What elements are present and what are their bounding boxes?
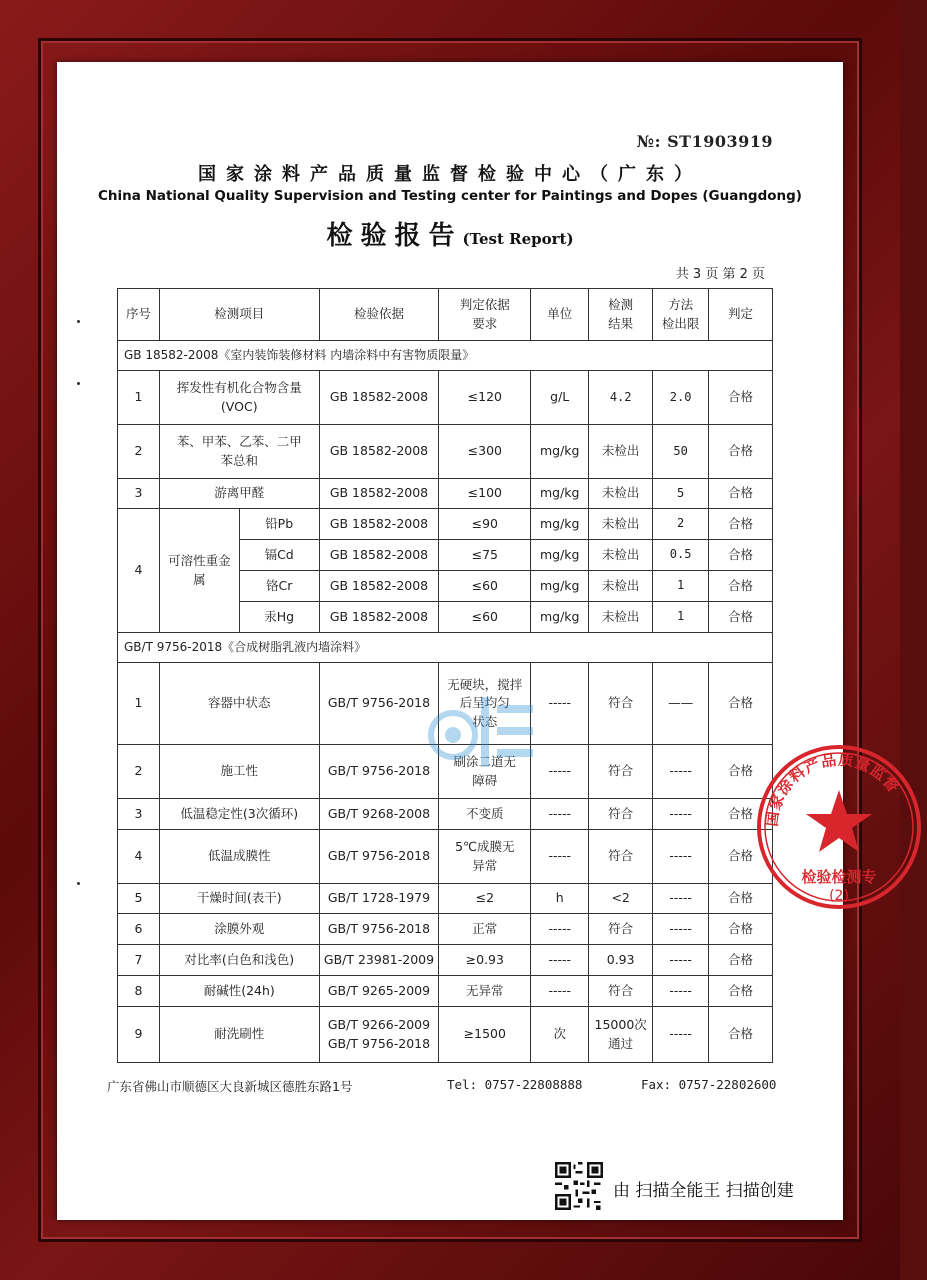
cell-result: 符合 [589, 745, 653, 799]
margin-dot [77, 382, 80, 385]
col-header-limit-l1: 方法 [668, 297, 694, 313]
cell-result: 符合 [589, 799, 653, 830]
cell-item: 游离甲醛 [159, 479, 319, 509]
cell-unit: mg/kg [531, 425, 589, 479]
cell-subitem: 镉Cd [239, 540, 319, 571]
cell-verdict: 合格 [709, 799, 773, 830]
cell-item-l1: 苯、甲苯、乙苯、二甲 [176, 434, 302, 450]
cell-unit: mg/kg [531, 602, 589, 633]
footer-tel: Tel: 0757-22808888 [447, 1077, 583, 1092]
cell-result: 符合 [589, 830, 653, 884]
cell-subitem: 铬Cr [239, 571, 319, 602]
cell-item [159, 425, 319, 479]
cell-result: 符合 [589, 663, 653, 745]
table-row [118, 884, 773, 914]
col-header-result-l1: 检测 [608, 297, 634, 313]
cell-limit: ----- [653, 884, 709, 914]
cell-item: 低温成膜性 [159, 830, 319, 884]
cell-verdict: 合格 [709, 571, 773, 602]
table-row [118, 945, 773, 976]
table-row [118, 745, 773, 799]
cell-verdict: 合格 [709, 602, 773, 633]
cell-req: ≤75 [439, 540, 531, 571]
cell-req: ≤100 [439, 479, 531, 509]
cell-basis: GB 18582-2008 [319, 602, 439, 633]
page-info: 共 3 页 第 2 页 [675, 267, 765, 282]
cell-basis [319, 1007, 439, 1063]
cell-seq: 3 [118, 479, 160, 509]
cell-basis: GB/T 9268-2008 [319, 799, 439, 830]
stamp-text-top: 国家涂料产品质量监督 [762, 750, 903, 828]
cell-req: 不变质 [439, 799, 531, 830]
cell-seq: 5 [118, 884, 160, 914]
cell-result-l2: 通过 [608, 1035, 634, 1051]
cell-seq: 3 [118, 799, 160, 830]
cell-verdict: 合格 [709, 540, 773, 571]
center-title-en: China National Quality Supervision and Testing center for Paintings and Dopes (Guangdong) [98, 188, 802, 204]
cell-group-l2: 属 [193, 571, 206, 587]
cell-seq: 6 [118, 914, 160, 945]
cell-limit: 2.0 [653, 371, 709, 425]
cell-req-l3: 状态 [472, 713, 498, 729]
col-header-basis: 检验依据 [319, 289, 439, 341]
section-title-1: GB 18582-2008《室内装饰装修材料 内墙涂料中有害物质限量》 [118, 341, 773, 371]
test-report-table [117, 288, 773, 1063]
cell-limit: 5 [653, 479, 709, 509]
cell-req: ≤2 [439, 884, 531, 914]
report-title-cn: 检验报告 [326, 221, 463, 251]
scan-credit-text: 由 扫描全能王 扫描创建 [613, 1181, 794, 1201]
cell-unit: 次 [531, 1007, 589, 1063]
cell-item: 对比率(白色和浅色) [159, 945, 319, 976]
col-header-result [589, 289, 653, 341]
cell-item-l1: 挥发性有机化合物含量 [176, 380, 302, 396]
cell-verdict: 合格 [709, 976, 773, 1007]
cell-group-l1: 可溶性重金 [168, 553, 231, 569]
table-row [118, 914, 773, 945]
cell-basis-l2: GB/T 9756-2018 [327, 1035, 431, 1051]
cell-limit: ----- [653, 914, 709, 945]
cell-limit: 2 [653, 509, 709, 540]
cell-basis: GB 18582-2008 [319, 509, 439, 540]
section-row [118, 341, 773, 371]
section-row [118, 633, 773, 663]
cell-verdict: 合格 [709, 371, 773, 425]
cell-req: ≤120 [439, 371, 531, 425]
cell-req: ≤90 [439, 509, 531, 540]
cell-limit: ----- [653, 745, 709, 799]
cell-basis: GB/T 1728-1979 [319, 884, 439, 914]
cell-result: 未检出 [589, 425, 653, 479]
cell-unit: ----- [531, 745, 589, 799]
cell-basis: GB 18582-2008 [319, 425, 439, 479]
cell-req-l1: 无硬块，搅拌 [447, 677, 523, 693]
table-row [118, 830, 773, 884]
col-header-requirement [439, 289, 531, 341]
cell-req: 正常 [439, 914, 531, 945]
table-row [118, 425, 773, 479]
report-title-en: (Test Report) [462, 230, 574, 248]
cell-item: 干燥时间(表干) [159, 884, 319, 914]
cell-result: 未检出 [589, 509, 653, 540]
cell-item: 容器中状态 [159, 663, 319, 745]
cell-seq: 4 [118, 830, 160, 884]
cell-verdict: 合格 [709, 945, 773, 976]
cell-basis: GB/T 23981-2009 [319, 945, 439, 976]
cell-req [439, 745, 531, 799]
table-row [118, 663, 773, 745]
cell-limit: ----- [653, 1007, 709, 1063]
cell-item: 耐碱性(24h) [159, 976, 319, 1007]
cell-subitem: 铅Pb [239, 509, 319, 540]
col-header-unit: 单位 [531, 289, 589, 341]
cell-limit: 1 [653, 602, 709, 633]
cell-req-l2: 障碍 [472, 772, 498, 788]
cell-result: 未检出 [589, 571, 653, 602]
col-header-verdict: 判定 [709, 289, 773, 341]
col-header-item: 检测项目 [159, 289, 319, 341]
cell-basis: GB 18582-2008 [319, 371, 439, 425]
cell-verdict: 合格 [709, 914, 773, 945]
qr-code-icon [555, 1162, 603, 1210]
cell-result: 4.2 [589, 371, 653, 425]
cell-item: 涂膜外观 [159, 914, 319, 945]
report-title [57, 215, 843, 252]
report-number: №: ST1903919 [636, 132, 773, 151]
col-header-req-l2: 要求 [472, 315, 498, 331]
cell-req: ≥1500 [439, 1007, 531, 1063]
cell-subitem: 汞Hg [239, 602, 319, 633]
cell-verdict: 合格 [709, 884, 773, 914]
cell-item-l2: (VOC) [220, 398, 258, 414]
cell-unit: ----- [531, 914, 589, 945]
margin-dot [77, 882, 80, 885]
table-row [118, 371, 773, 425]
col-header-seq: 序号 [118, 289, 160, 341]
cell-seq: 9 [118, 1007, 160, 1063]
cell-req-l1: 刷涂二道无 [453, 754, 517, 770]
table-row [118, 799, 773, 830]
cell-basis: GB/T 9756-2018 [319, 830, 439, 884]
cell-req [439, 830, 531, 884]
cell-unit: g/L [531, 371, 589, 425]
cell-limit: ----- [653, 945, 709, 976]
cell-seq: 8 [118, 976, 160, 1007]
cell-item-group [159, 509, 239, 633]
cell-basis: GB/T 9756-2018 [319, 663, 439, 745]
cell-basis-l1: GB/T 9266-2009 [327, 1017, 431, 1033]
cell-limit: —— [653, 663, 709, 745]
cell-verdict: 合格 [709, 479, 773, 509]
cell-limit: ----- [653, 799, 709, 830]
center-title-cn: 国家涂料产品质量监督检验中心（广东） [198, 164, 702, 185]
cell-limit: 1 [653, 571, 709, 602]
cell-item [159, 371, 319, 425]
cell-basis: GB/T 9756-2018 [319, 914, 439, 945]
margin-dot [77, 320, 80, 323]
cell-result: 符合 [589, 976, 653, 1007]
cell-seq: 1 [118, 663, 160, 745]
cell-verdict: 合格 [709, 663, 773, 745]
table-row [118, 976, 773, 1007]
cell-unit: ----- [531, 976, 589, 1007]
cell-req: ≤60 [439, 602, 531, 633]
cell-seq: 2 [118, 745, 160, 799]
cell-unit: mg/kg [531, 479, 589, 509]
cell-unit: ----- [531, 799, 589, 830]
cell-result: 未检出 [589, 602, 653, 633]
cell-req-l1: 5℃成膜无 [455, 839, 515, 855]
cell-unit: mg/kg [531, 571, 589, 602]
cell-result: 未检出 [589, 540, 653, 571]
col-header-limit-l2: 检出限 [661, 315, 700, 331]
cell-unit: mg/kg [531, 540, 589, 571]
cell-seq: 4 [118, 509, 160, 633]
cell-limit: 0.5 [653, 540, 709, 571]
cell-basis: GB 18582-2008 [319, 571, 439, 602]
table-row [118, 1007, 773, 1063]
cell-basis: GB/T 9265-2009 [319, 976, 439, 1007]
cell-req: 无异常 [439, 976, 531, 1007]
cell-basis: GB/T 9756-2018 [319, 745, 439, 799]
cell-unit: h [531, 884, 589, 914]
cell-item-l2: 苯总和 [220, 452, 258, 468]
report-paper [57, 62, 903, 1220]
cell-req [439, 663, 531, 745]
stamp-text-bottom: 检验检测专 [801, 868, 877, 886]
cell-basis: GB 18582-2008 [319, 479, 439, 509]
table-header-row [118, 289, 773, 341]
cell-verdict: 合格 [709, 1007, 773, 1063]
cell-result: <2 [589, 884, 653, 914]
cell-req: ≤300 [439, 425, 531, 479]
cell-item: 施工性 [159, 745, 319, 799]
cell-req: ≥0.93 [439, 945, 531, 976]
cell-verdict: 合格 [709, 745, 773, 799]
cell-item: 耐洗刷性 [159, 1007, 319, 1063]
cell-unit: ----- [531, 663, 589, 745]
cell-item: 低温稳定性(3次循环) [159, 799, 319, 830]
cell-unit: ----- [531, 945, 589, 976]
cell-seq: 1 [118, 371, 160, 425]
cell-verdict: 合格 [709, 509, 773, 540]
table-row [118, 479, 773, 509]
cell-limit: 50 [653, 425, 709, 479]
cell-basis: GB 18582-2008 [319, 540, 439, 571]
cell-seq: 7 [118, 945, 160, 976]
certification-stamp [747, 732, 927, 912]
cell-result [589, 1007, 653, 1063]
cell-unit: ----- [531, 830, 589, 884]
cell-req-l2: 后呈均匀 [459, 695, 510, 711]
col-header-limit [653, 289, 709, 341]
cell-limit: ----- [653, 976, 709, 1007]
col-header-req-l1: 判定依据 [459, 297, 510, 313]
cell-verdict: 合格 [709, 830, 773, 884]
footer-address: 广东省佛山市顺德区大良新城区德胜东路1号 [107, 1079, 353, 1094]
cell-limit: ----- [653, 830, 709, 884]
section-title-2: GB/T 9756-2018《合成树脂乳液内墙涂料》 [118, 633, 773, 663]
cell-result: 未检出 [589, 479, 653, 509]
cell-result: 0.93 [589, 945, 653, 976]
table-row [118, 509, 773, 540]
cell-req-l2: 异常 [472, 857, 498, 873]
cell-req: ≤60 [439, 571, 531, 602]
cell-seq: 2 [118, 425, 160, 479]
cell-unit: mg/kg [531, 509, 589, 540]
col-header-result-l2: 结果 [608, 315, 634, 331]
cell-result: 符合 [589, 914, 653, 945]
stamp-text-num: (2) [829, 888, 849, 904]
cell-verdict: 合格 [709, 425, 773, 479]
cell-result-l1: 15000次 [594, 1017, 647, 1033]
footer-fax: Fax: 0757-22802600 [641, 1077, 777, 1092]
